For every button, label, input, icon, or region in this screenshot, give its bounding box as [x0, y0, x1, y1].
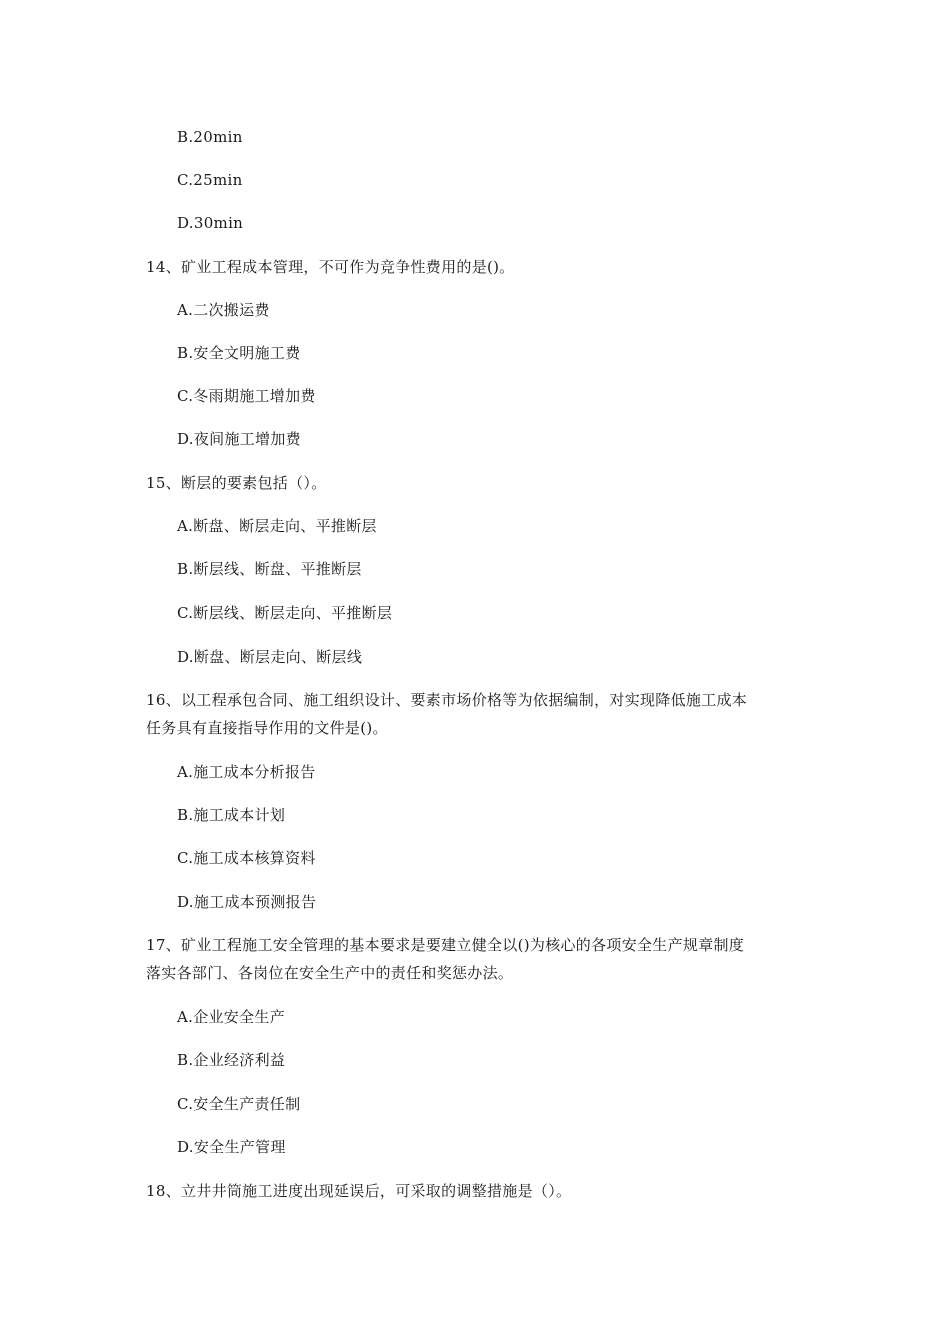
question-17-text-cont: 落实各部门、各岗位在安全生产中的责任和奖惩办法。 — [146, 964, 514, 982]
option-item: B.20min — [177, 128, 243, 146]
option-item: A.施工成本分析报告 — [177, 763, 316, 781]
option-item: C.断层线、断层走向、平推断层 — [177, 604, 393, 622]
option-item: C.施工成本核算资料 — [177, 849, 316, 867]
option-item: B.安全文明施工费 — [177, 344, 301, 362]
option-item: D.30min — [177, 214, 244, 232]
option-item: B.企业经济利益 — [177, 1051, 286, 1069]
question-16-text-cont: 任务具有直接指导作用的文件是()。 — [146, 719, 388, 737]
option-item: C.冬雨期施工增加费 — [177, 387, 316, 405]
question-18-text: 18、立井井筒施工进度出现延误后，可采取的调整措施是（）。 — [146, 1182, 572, 1200]
option-item: B.施工成本计划 — [177, 806, 286, 824]
option-item: D.施工成本预测报告 — [177, 893, 317, 911]
option-item: D.安全生产管理 — [177, 1138, 286, 1156]
option-item: A.二次搬运费 — [177, 301, 270, 319]
option-item: C.25min — [177, 171, 243, 189]
question-17-text: 17、矿业工程施工安全管理的基本要求是要建立健全以()为核心的各项安全生产规章制度 — [146, 936, 745, 954]
option-item: D.断盘、断层走向、断层线 — [177, 648, 363, 666]
option-item: A.断盘、断层走向、平推断层 — [177, 517, 377, 535]
question-15-text: 15、断层的要素包括（）。 — [146, 474, 327, 492]
option-item: C.安全生产责任制 — [177, 1095, 301, 1113]
option-item: D.夜间施工增加费 — [177, 430, 301, 448]
question-16-text: 16、以工程承包合同、施工组织设计、要素市场价格等为依据编制，对实现降低施工成本 — [146, 691, 748, 709]
option-item: A.企业安全生产 — [177, 1008, 286, 1026]
option-item: B.断层线、断盘、平推断层 — [177, 560, 362, 578]
question-14-text: 14、矿业工程成本管理，不可作为竞争性费用的是()。 — [146, 258, 515, 276]
